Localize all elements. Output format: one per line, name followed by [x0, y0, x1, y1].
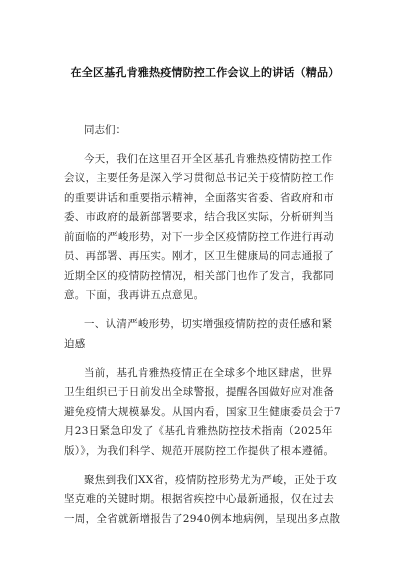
body-line: 版）》，为我们科学、规范开展防控工作提供了根本遵循。 [64, 445, 335, 457]
body-line: 前面临的严峻形势，对下一步全区疫情防控工作进行再动 [64, 231, 334, 243]
salutation: 同志们： [84, 124, 126, 136]
body-line: 员、再部署、再压实。刚才，区卫生健康局的同志通报了 [64, 250, 334, 262]
body-line: 近期全区的疫情防控情况，相关部门也作了发言，我都同 [64, 270, 334, 282]
body-line: 的重要讲话和重要指示精神，全面落实省委、省政府和市 [64, 192, 334, 204]
body-line: 今天，我们在这里召开全区基孔肯雅热疫情防控工作 [84, 153, 333, 165]
section-heading: 迫感 [64, 338, 86, 350]
body-line: 会议，主要任务是深入学习贯彻总书记关于疫情防控工作 [64, 172, 334, 184]
body-line: 卫生组织已于日前发出全球警报，提醒各国做好应对准备 [64, 386, 334, 398]
document-title: 在全区基孔肯雅热疫情防控工作会议上的讲话（精品） [70, 66, 340, 79]
body-line: 月23日紧急印发了《基孔肯雅热防控技术指南（2025年 [64, 425, 333, 437]
section-heading: 一、认清严峻形势，切实增强疫情防控的责任感和紧 [84, 318, 333, 330]
body-line: 坚克难的关键时期。根据省疾控中心最新通报，仅在过去 [64, 493, 334, 505]
body-line: 当前，基孔肯雅热疫情正在全球多个地区肆虐，世界 [84, 367, 333, 379]
body-line: 避免疫情大规模暴发。从国内看，国家卫生健康委员会于7 [64, 406, 341, 418]
body-line: 委、市政府的最新部署要求，结合我区实际，分析研判当 [64, 211, 334, 223]
body-line: 一周，全省就新增报告了2940例本地病例，呈现出多点散 [64, 513, 341, 525]
body-line: 意。下面，我再讲五点意见。 [64, 289, 205, 301]
body-line: 聚焦到我们XX省，疫情防控形势尤为严峻，正处于攻 [84, 474, 338, 486]
